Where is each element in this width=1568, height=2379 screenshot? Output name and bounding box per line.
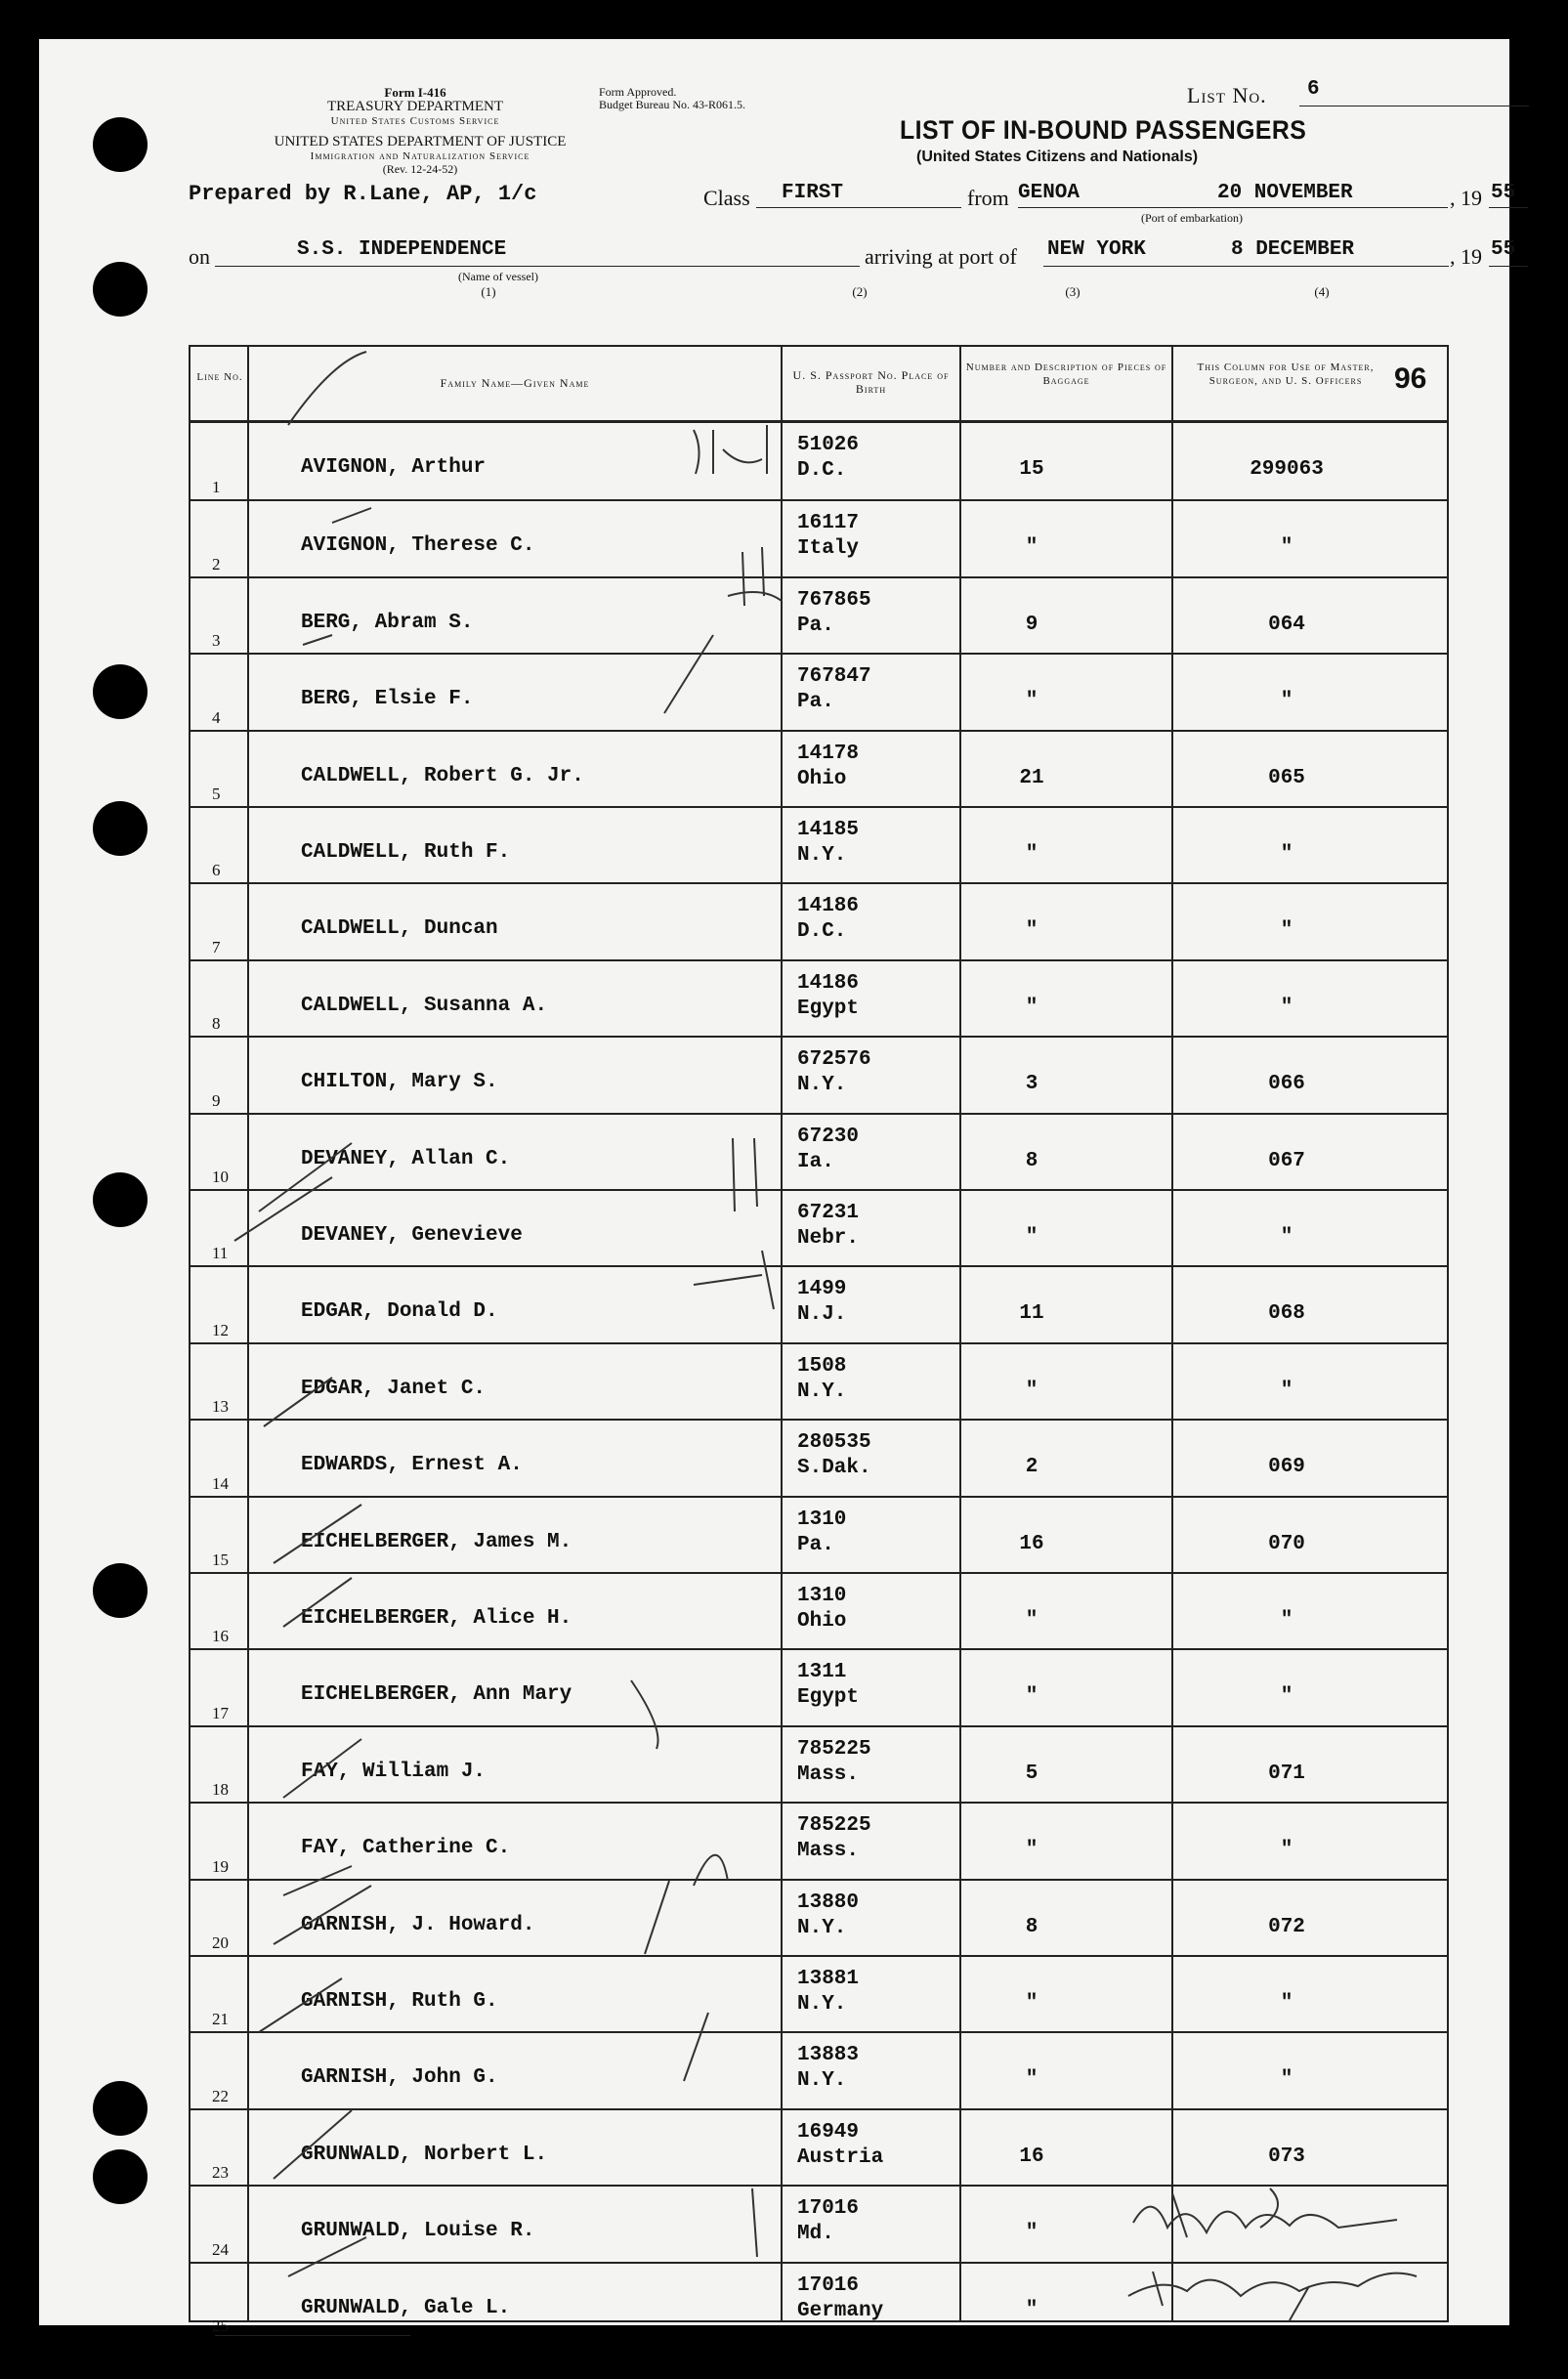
line-number: 2 <box>212 554 221 574</box>
baggage-count: " <box>1025 2068 1038 2092</box>
baggage-count: " <box>1025 1609 1038 1632</box>
passport-number: 16949 <box>797 2120 860 2144</box>
arrival-year: 55 <box>1491 238 1516 261</box>
line-number: 17 <box>212 1703 229 1722</box>
passport-number: 51026 <box>797 434 860 456</box>
pen-annotations <box>39 39 1509 2325</box>
place-of-birth: Nebr. <box>797 1227 860 1250</box>
form-approved: Form Approved. <box>599 85 677 99</box>
place-of-birth: D.C. <box>797 920 847 944</box>
line-number: 24 <box>212 2239 229 2259</box>
baggage-count: " <box>1025 690 1038 713</box>
baggage-count: " <box>1025 1992 1038 2015</box>
embarkation-date: 20 NOVEMBER <box>1217 182 1353 204</box>
from-label: from <box>967 186 1009 210</box>
officer-number: " <box>1280 536 1293 560</box>
col-baggage: Number and Description of Pieces of Baggage <box>965 361 1167 387</box>
passenger-name: GARNISH, J. Howard. <box>301 1913 535 1936</box>
passenger-name: DEVANEY, Genevieve <box>301 1224 523 1247</box>
place-of-birth: N.Y. <box>797 1380 847 1403</box>
passport-number: 1508 <box>797 1354 847 1378</box>
passenger-name: CALDWELL, Duncan <box>301 917 498 941</box>
passport-number: 67231 <box>797 1202 860 1224</box>
baggage-count: 5 <box>1025 1762 1038 1785</box>
line-number: 22 <box>212 2086 229 2105</box>
place-of-birth: Germany <box>797 2299 884 2322</box>
passenger-name: FAY, Catherine C. <box>301 1837 511 1860</box>
line-number: 8 <box>212 1014 221 1034</box>
arrival-date: 8 DECEMBER <box>1231 238 1355 261</box>
line-number: 12 <box>212 1320 229 1339</box>
passenger-name: GARNISH, Ruth G. <box>301 1990 498 2013</box>
line-number: 20 <box>212 1933 229 1952</box>
justice-department: UNITED STATES DEPARTMENT OF JUSTICE <box>274 134 567 149</box>
place-of-birth: Md. <box>797 2223 834 2246</box>
passenger-name: GRUNWALD, Louise R. <box>301 2220 535 2243</box>
passenger-name: BERG, Abram S. <box>301 611 474 634</box>
baggage-count: " <box>1025 536 1038 560</box>
passport-number: 17016 <box>797 2273 860 2297</box>
place-of-birth: Egypt <box>797 997 860 1020</box>
baggage-count: 8 <box>1025 1915 1038 1938</box>
officer-number: 299063 <box>1250 458 1324 481</box>
line-number: 5 <box>212 784 221 803</box>
baggage-count: 8 <box>1025 1149 1038 1172</box>
passport-number: 785225 <box>797 1814 871 1838</box>
officer-number: " <box>1280 919 1293 943</box>
line-number: 6 <box>212 861 221 880</box>
line-number: 10 <box>212 1167 229 1186</box>
baggage-count: " <box>1025 1685 1038 1709</box>
officer-number: " <box>1280 1226 1293 1249</box>
passenger-name: EDGAR, Janet C. <box>301 1377 487 1400</box>
officer-number: " <box>1280 996 1293 1019</box>
immigration-service: Immigration and Naturalization Service <box>310 150 530 162</box>
line-number: 23 <box>212 2163 229 2183</box>
place-of-birth: Italy <box>797 537 860 561</box>
line-number: 16 <box>212 1627 229 1646</box>
class-label: Class <box>703 186 750 210</box>
place-of-birth: D.C. <box>797 459 847 482</box>
passenger-name: DEVANEY, Allan C. <box>301 1147 511 1170</box>
place-of-birth: N.Y. <box>797 1993 847 2016</box>
passport-number: 13883 <box>797 2044 860 2067</box>
place-of-birth: Pa. <box>797 691 834 714</box>
officer-number: " <box>1280 843 1293 866</box>
passenger-name: EICHELBERGER, James M. <box>301 1530 572 1553</box>
col-num-3: (3) <box>1065 284 1081 299</box>
line-number: 3 <box>212 631 221 651</box>
document-page <box>39 39 1516 2335</box>
passport-number: 13880 <box>797 1890 860 1914</box>
line-number: 19 <box>212 1856 229 1876</box>
passenger-name: AVIGNON, Therese C. <box>301 534 535 558</box>
passport-number: 280535 <box>797 1431 871 1455</box>
vessel-name: S.S. INDEPENDENCE <box>297 238 507 261</box>
officer-number: 065 <box>1268 766 1305 789</box>
place-of-birth: N.Y. <box>797 1916 847 1939</box>
place-of-birth: N.Y. <box>797 2069 847 2093</box>
line-number: 13 <box>212 1397 229 1417</box>
baggage-count: " <box>1025 1226 1038 1249</box>
place-of-birth: N.Y. <box>797 1074 847 1097</box>
baggage-count: 16 <box>1019 1532 1044 1555</box>
officer-number: 073 <box>1268 2145 1305 2168</box>
officer-number: " <box>1280 2068 1293 2092</box>
baggage-count: " <box>1025 1379 1038 1402</box>
place-of-birth: Pa. <box>797 1533 834 1556</box>
place-of-birth: Ohio <box>797 767 847 790</box>
passenger-name: GRUNWALD, Gale L. <box>301 2296 511 2319</box>
passport-number: 14186 <box>797 895 860 918</box>
baggage-count: 2 <box>1025 1456 1038 1479</box>
passenger-name: FAY, William J. <box>301 1760 487 1783</box>
officer-number: 066 <box>1268 1073 1305 1096</box>
passport-number: 14186 <box>797 971 860 995</box>
passenger-name: GARNISH, John G. <box>301 2066 498 2090</box>
passport-number: 67230 <box>797 1125 860 1148</box>
treasury-department: TREASURY DEPARTMENT <box>326 99 504 114</box>
passport-number: 767847 <box>797 665 871 689</box>
line-number: 4 <box>212 707 221 727</box>
passport-number: 16117 <box>797 512 860 535</box>
sheet-number: 96 <box>1394 362 1427 395</box>
arrival-port: NEW YORK <box>1047 238 1146 261</box>
line-number: 7 <box>212 937 221 956</box>
baggage-count: " <box>1025 2298 1038 2321</box>
officer-number: " <box>1280 690 1293 713</box>
passport-number: 13881 <box>797 1968 860 1990</box>
passport-number: 17016 <box>797 2197 860 2221</box>
baggage-count: 9 <box>1025 613 1038 636</box>
budget-bureau: Budget Bureau No. 43-R061.5. <box>599 98 745 111</box>
baggage-count: " <box>1025 2222 1038 2245</box>
baggage-count: 15 <box>1019 458 1044 481</box>
vessel-caption: (Name of vessel) <box>458 270 538 283</box>
place-of-birth: Ohio <box>797 1610 847 1633</box>
passport-number: 785225 <box>797 1737 871 1761</box>
line-number: 1 <box>212 478 221 497</box>
line-number: 9 <box>212 1090 221 1110</box>
col-family-name: Family Name—Given Name <box>440 376 590 390</box>
col-passport: U. S. Passport No. Place of Birth <box>792 368 950 396</box>
passenger-name: BERG, Elsie F. <box>301 688 474 711</box>
line-number: 11 <box>212 1244 229 1263</box>
passport-number: 14185 <box>797 819 860 841</box>
document-subtitle: (United States Citizens and Nationals) <box>916 149 1199 165</box>
passport-number: 672576 <box>797 1048 871 1072</box>
officer-number: " <box>1280 1609 1293 1632</box>
place-of-birth: Pa. <box>797 614 834 637</box>
baggage-count: 11 <box>1019 1302 1044 1326</box>
embarkation-year: 55 <box>1491 182 1516 204</box>
passport-number: 14178 <box>797 742 860 765</box>
place-of-birth: Mass. <box>797 1840 860 1863</box>
year-prefix-1: , 19 <box>1450 186 1482 210</box>
passenger-name: CALDWELL, Ruth F. <box>301 841 511 864</box>
year-prefix-2: , 19 <box>1450 244 1482 269</box>
place-of-birth: Mass. <box>797 1763 860 1786</box>
line-number: 15 <box>212 1550 229 1569</box>
col-num-1: (1) <box>481 284 496 299</box>
baggage-count: 21 <box>1019 766 1044 789</box>
arriving-label: arriving at port of <box>865 244 1017 269</box>
on-label: on <box>189 244 210 269</box>
col-line-no: Line No. <box>196 371 243 383</box>
col-num-4: (4) <box>1314 284 1330 299</box>
baggage-count: 16 <box>1019 2145 1044 2168</box>
place-of-birth: Ia. <box>797 1150 834 1173</box>
passport-number: 1310 <box>797 1585 847 1607</box>
place-of-birth: Egypt <box>797 1686 860 1710</box>
embarkation-port: GENOA <box>1018 182 1081 204</box>
customs-service: United States Customs Service <box>330 115 500 127</box>
passenger-name: AVIGNON, Arthur <box>301 456 487 479</box>
passenger-name: EICHELBERGER, Ann Mary <box>301 1683 572 1707</box>
passenger-name: CHILTON, Mary S. <box>301 1071 498 1094</box>
officer-number: 067 <box>1268 1149 1305 1172</box>
officer-number: 068 <box>1268 1302 1305 1326</box>
line-number: 21 <box>212 2010 229 2029</box>
list-no-label: List No. <box>1187 83 1267 107</box>
officer-number: " <box>1280 1379 1293 1402</box>
line-number: 18 <box>212 1780 229 1800</box>
passport-number: 767865 <box>797 588 871 612</box>
officer-number: 071 <box>1268 1762 1305 1785</box>
baggage-count: " <box>1025 843 1038 866</box>
col-num-2: (2) <box>852 284 868 299</box>
baggage-count: 3 <box>1025 1073 1038 1096</box>
place-of-birth: S.Dak. <box>797 1457 871 1480</box>
list-no-value: 6 <box>1307 78 1320 101</box>
passenger-name: CALDWELL, Robert G. Jr. <box>301 764 584 787</box>
baggage-count: " <box>1025 996 1038 1019</box>
officer-number: " <box>1280 1839 1293 1862</box>
col-officers: This Column for Use of Master, Surgeon, and U. S. Officers <box>1197 361 1375 387</box>
form-revision: (Rev. 12-24-52) <box>382 162 458 176</box>
officer-number: 064 <box>1268 613 1305 636</box>
class-value: FIRST <box>782 182 844 204</box>
document-title: LIST OF IN-BOUND PASSENGERS <box>900 115 1307 145</box>
baggage-count: " <box>1025 919 1038 943</box>
place-of-birth: N.J. <box>797 1303 847 1327</box>
form-number: Form I-416 <box>384 85 446 100</box>
passenger-name: EDWARDS, Ernest A. <box>301 1454 523 1477</box>
officer-number: 070 <box>1268 1532 1305 1555</box>
officer-number: 072 <box>1268 1915 1305 1938</box>
port-of-embarkation-label: (Port of embarkation) <box>1141 211 1243 225</box>
officer-number: " <box>1280 1685 1293 1709</box>
officer-number: 069 <box>1268 1456 1305 1479</box>
place-of-birth: Austria <box>797 2145 884 2169</box>
prepared-by: Prepared by R.Lane, AP, 1/c <box>189 182 537 206</box>
passport-number: 1310 <box>797 1508 847 1531</box>
line-number: 14 <box>212 1473 229 1493</box>
line-number: 25 <box>212 2315 229 2335</box>
passenger-name: GRUNWALD, Norbert L. <box>301 2143 548 2166</box>
passport-number: 1499 <box>797 1278 847 1301</box>
baggage-count: " <box>1025 1839 1038 1862</box>
place-of-birth: N.Y. <box>797 844 847 867</box>
passenger-name: CALDWELL, Susanna A. <box>301 994 548 1017</box>
passport-number: 1311 <box>797 1661 847 1684</box>
officer-number: " <box>1280 1992 1293 2015</box>
passenger-name: EICHELBERGER, Alice H. <box>301 1607 572 1630</box>
passenger-name: EDGAR, Donald D. <box>301 1300 498 1324</box>
